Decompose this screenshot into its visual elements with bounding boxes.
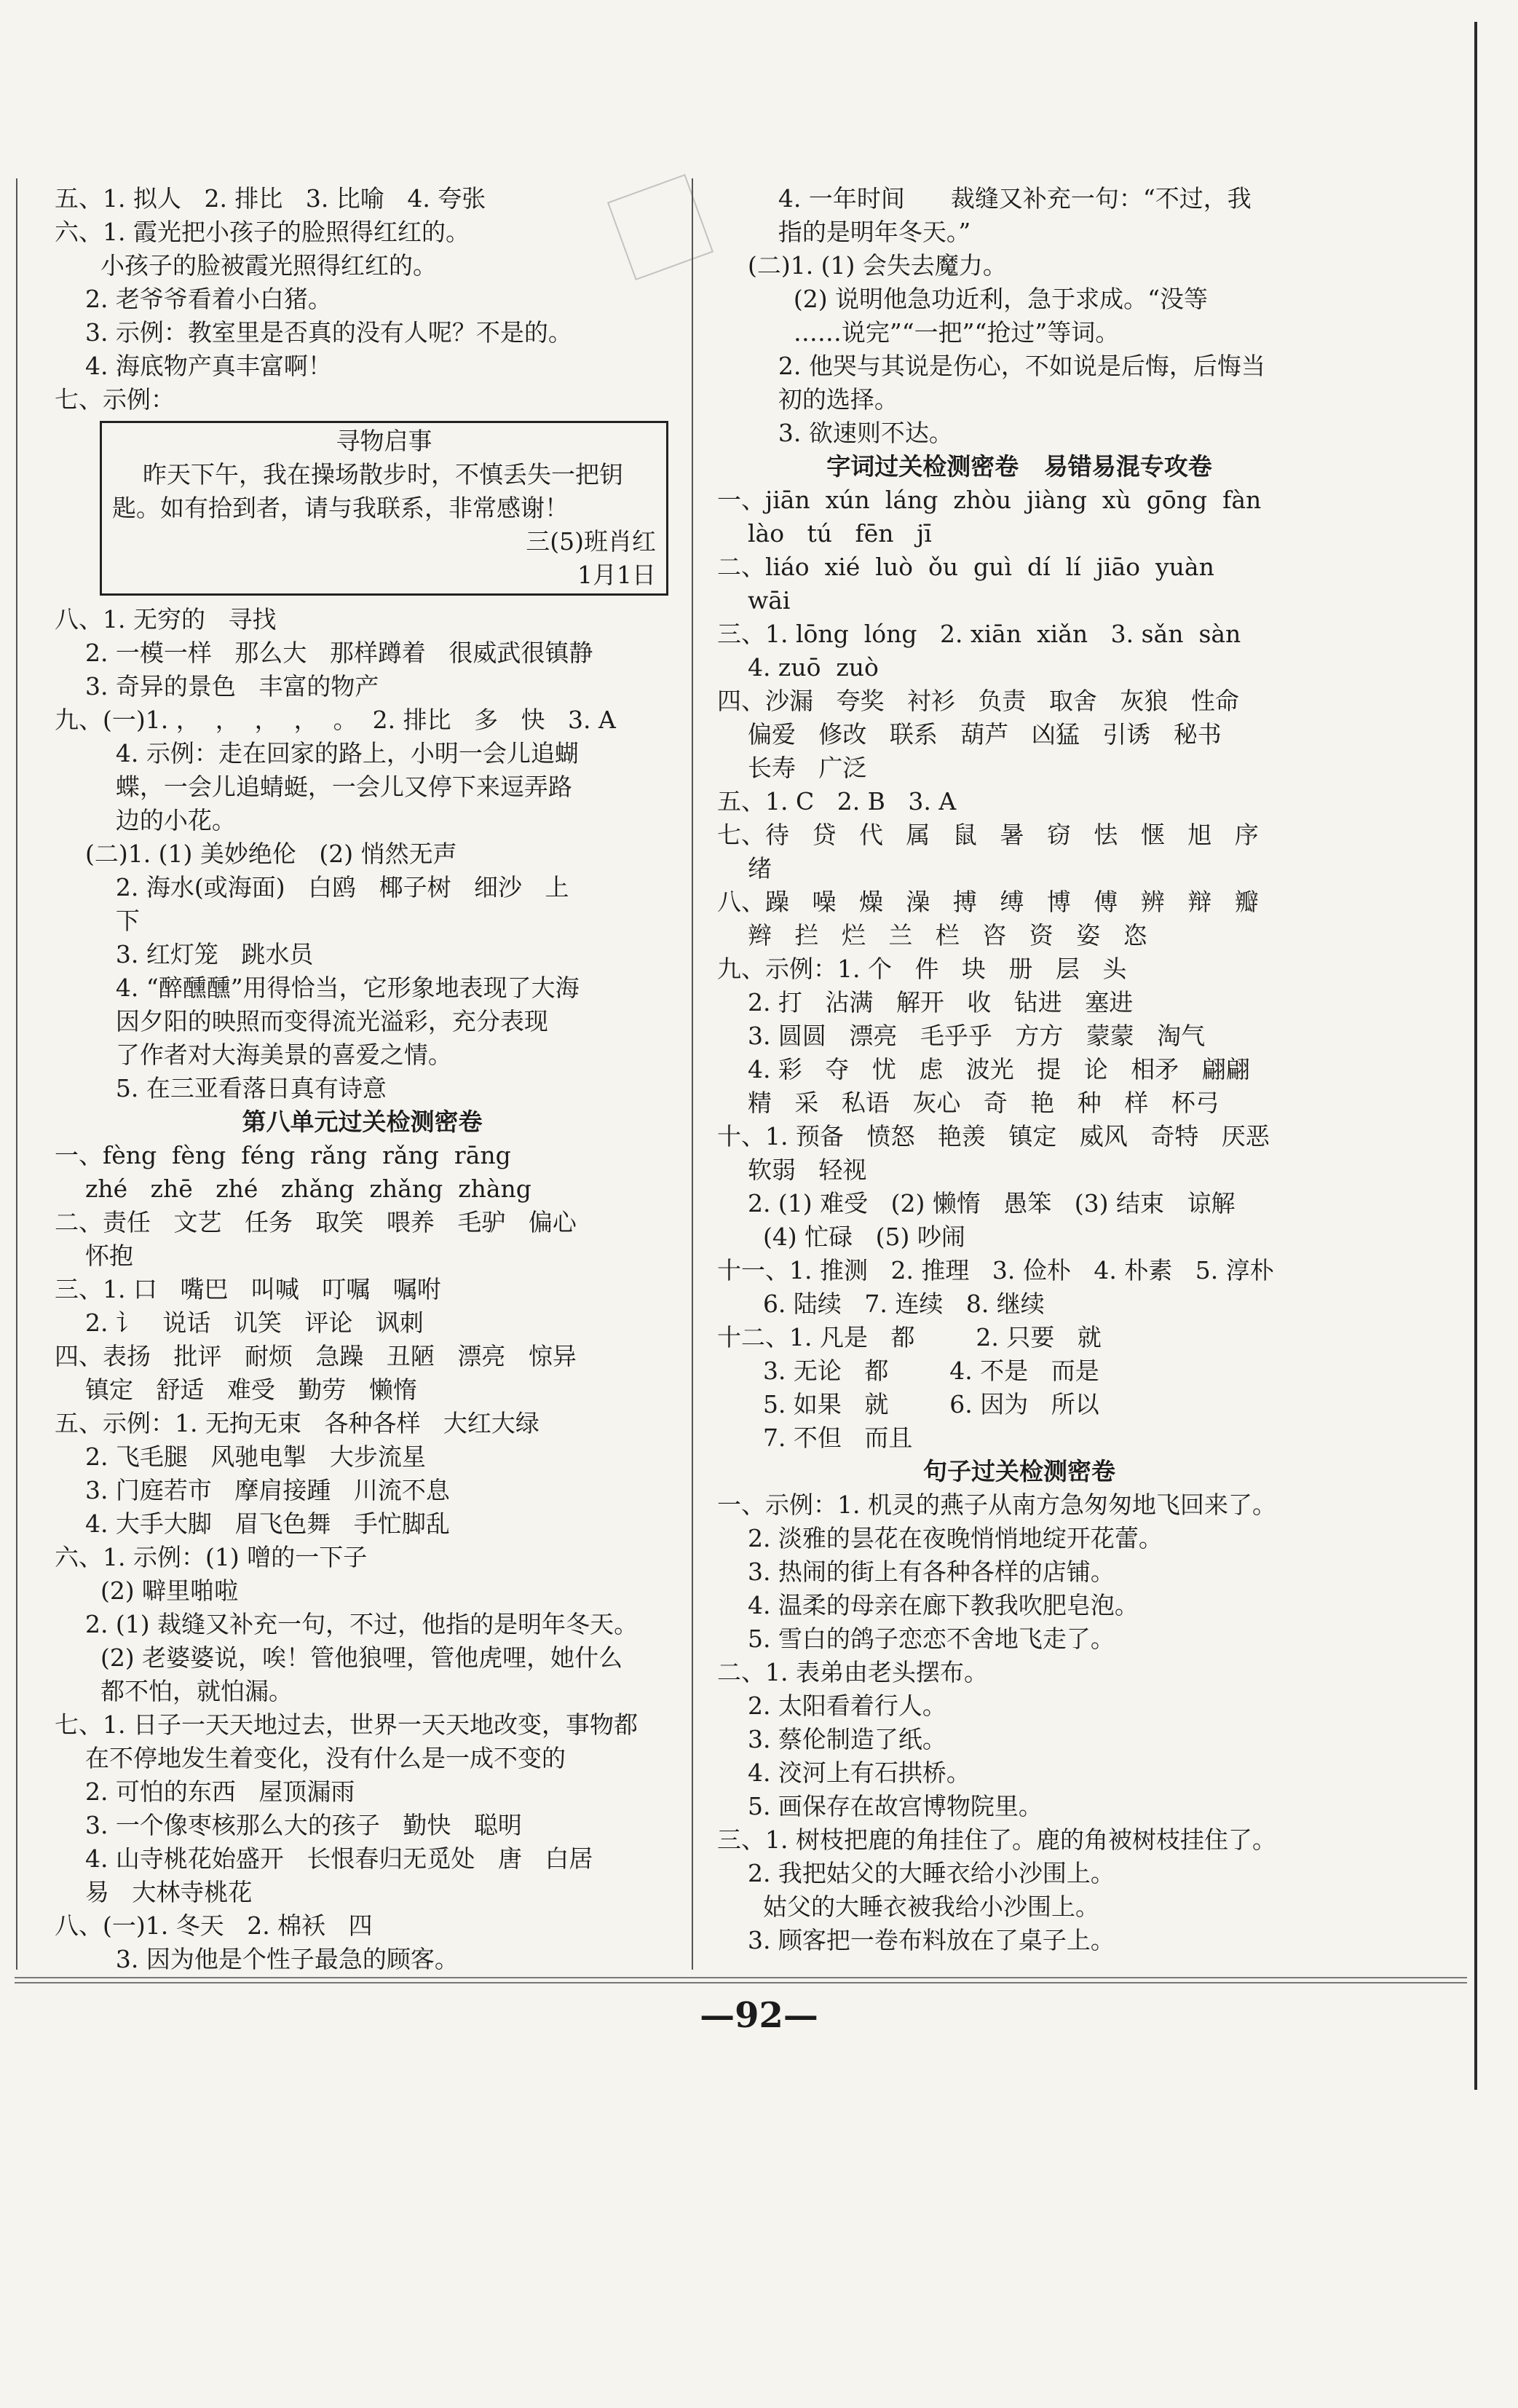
notice-date: 1月1日 — [577, 561, 656, 589]
answer-line: 偏爱 修改 联系 葫芦 凶猛 引诱 秘书 — [717, 720, 1222, 749]
answer-line: 二、1. 表弟由老头摆布。 — [717, 1658, 988, 1686]
answer-line: 2. 我把姑父的大睡衣给小沙围上。 — [717, 1859, 1115, 1887]
answer-line: (2) 说明他急功近利，急于求成。“没等 — [717, 285, 1209, 313]
notice-title: 寻物启事 — [336, 427, 432, 455]
lost-item-notice — [100, 421, 668, 596]
answer-line: 3. 热闹的街上有各种各样的店铺。 — [717, 1558, 1115, 1586]
answer-line: (2) 老婆婆说，唉！管他狼哩，管他虎哩，她什么 — [55, 1643, 623, 1672]
section-heading: 字词过关检测密卷 易错易混专攻卷 — [826, 452, 1212, 481]
answer-line: (二)1. (1) 美妙绝伦 (2) 悄然无声 — [55, 840, 457, 868]
answer-line: 下 — [55, 907, 140, 935]
answer-line: wāi — [717, 586, 791, 615]
answer-line: 九、(一)1. ， ， ， ， 。 2. 排比 多 快 3. A — [55, 706, 616, 734]
answer-line: 易 大林寺桃花 — [55, 1878, 253, 1906]
answer-line: 八、1. 无穷的 寻找 — [55, 605, 277, 633]
answer-line: 五、1. 拟人 2. 排比 3. 比喻 4. 夸张 — [55, 184, 486, 213]
answer-line: 3. 圆圆 漂亮 毛乎乎 方方 蒙蒙 淘气 — [717, 1022, 1206, 1050]
answer-line: 六、1. 霞光把小孩子的脸照得红红的。 — [55, 218, 470, 246]
answer-line: 2. 淡雅的昙花在夜晚悄悄地绽开花蕾。 — [717, 1524, 1163, 1552]
answer-line: 2. (1) 难受 (2) 懒惰 愚笨 (3) 结束 谅解 — [717, 1189, 1236, 1217]
column-divider — [692, 178, 693, 1970]
answer-line: 一、fèng fèng féng rǎng rǎng rāng — [55, 1141, 511, 1169]
answer-line: 2. 可怕的东西 屋顶漏雨 — [55, 1777, 355, 1806]
left-column — [55, 182, 670, 1976]
answer-line: 3. 门庭若市 摩肩接踵 川流不息 — [55, 1476, 450, 1504]
answer-line: 三、1. 口 嘴巴 叫喊 叮嘱 嘱咐 — [55, 1275, 441, 1303]
answer-line: 都不怕，就怕漏。 — [55, 1677, 293, 1705]
answer-line: 4. 大手大脚 眉飞色舞 手忙脚乱 — [55, 1509, 450, 1538]
answer-line: lào tú fēn jī — [717, 519, 932, 548]
page-number: —92— — [700, 1995, 818, 2036]
answer-line: 3. 无论 都 4. 不是 而是 — [717, 1357, 1099, 1385]
answer-line: 边的小花。 — [55, 806, 236, 834]
answer-line: (4) 忙碌 (5) 吵闹 — [717, 1223, 965, 1251]
answer-line: 5. 在三亚看落日真有诗意 — [55, 1074, 387, 1102]
answer-line: (2) 噼里啪啦 — [55, 1576, 239, 1605]
answer-line: 六、1. 示例：(1) 噌的一下子 — [55, 1543, 368, 1571]
answer-line: 十一、1. 推测 2. 推理 3. 俭朴 4. 朴素 5. 淳朴 — [717, 1256, 1274, 1284]
answer-line: 2. 讠 说话 讥笑 评论 讽刺 — [55, 1308, 424, 1337]
answer-line: 怀抱 — [55, 1241, 133, 1270]
answer-line: 2. 海水(或海面) 白鸥 椰子树 细沙 上 — [55, 873, 569, 901]
answer-line: 3. 红灯笼 跳水员 — [55, 940, 314, 968]
answer-line: 三、1. lōng lóng 2. xiān xiǎn 3. sǎn sàn — [717, 620, 1241, 648]
answer-line: 三、1. 树枝把鹿的角挂住了。鹿的角被树枝挂住了。 — [717, 1825, 1276, 1854]
answer-line: 长寿 广泛 — [717, 754, 867, 782]
answer-line: 3. 顾客把一卷布料放在了桌子上。 — [717, 1926, 1115, 1954]
answer-line: 4. 洨河上有石拱桥。 — [717, 1758, 971, 1787]
answer-line: 4. 海底物产真丰富啊！ — [55, 352, 332, 380]
answer-line: 一、示例：1. 机灵的燕子从南方急匆匆地飞回来了。 — [717, 1491, 1276, 1519]
answer-line: 4. 温柔的母亲在廊下教我吹肥皂泡。 — [717, 1591, 1139, 1619]
answer-line: 4. 彩 夺 忧 虑 波光 提 论 相矛 翩翩 — [717, 1055, 1250, 1083]
answer-line: ……说完”“一把”“抢过”等词。 — [717, 318, 1120, 347]
answer-line: 八、(一)1. 冬天 2. 棉袄 四 — [55, 1911, 373, 1940]
section-heading: 第八单元过关检测密卷 — [242, 1108, 483, 1136]
answer-line: 五、1. C 2. B 3. A — [717, 787, 957, 816]
answer-line: 辫 拦 烂 兰 栏 咨 资 姿 恣 — [717, 921, 1147, 950]
answer-line: 5. 雪白的鸽子恋恋不舍地飞走了。 — [717, 1625, 1115, 1653]
answer-line: 4. 一年时间 裁缝又补充一句：“不过，我 — [717, 184, 1252, 213]
answer-line: 2. 一模一样 那么大 那样蹲着 很威武很镇静 — [55, 639, 593, 667]
answer-line: 绪 — [717, 854, 772, 883]
page-edge — [1474, 22, 1477, 2090]
answer-line: (二)1. (1) 会失去魔力。 — [717, 251, 1007, 280]
answer-line: 镇定 舒适 难受 勤劳 懒惰 — [55, 1375, 417, 1404]
answer-line: 3. 因为他是个性子最急的顾客。 — [55, 1945, 459, 1973]
answer-line: 十、1. 预备 愤怒 艳羡 镇定 威风 奇特 厌恶 — [717, 1122, 1270, 1150]
answer-line: 姑父的大睡衣被我给小沙围上。 — [717, 1892, 1099, 1921]
left-margin-rule — [16, 178, 17, 1970]
answer-line: 7. 不但 而且 — [717, 1424, 913, 1452]
answer-line: 2. 飞毛腿 风驰电掣 大步流星 — [55, 1442, 426, 1471]
answer-line: 初的选择。 — [717, 385, 898, 414]
answer-line: 3. 一个像枣核那么大的孩子 勤快 聪明 — [55, 1811, 522, 1839]
notice-body-line: 昨天下午，我在操场散步时，不慎丢失一把钥 — [112, 460, 623, 489]
answer-line: 九、示例：1. 个 件 块 册 层 头 — [717, 955, 1127, 983]
answer-line: zhé zhē zhé zhǎng zhǎng zhàng — [55, 1175, 531, 1203]
answer-line: 指的是明年冬天。” — [717, 218, 971, 246]
notice-body-line: 匙。如有拾到者，请与我联系，非常感谢！ — [112, 494, 569, 522]
answer-line: 了作者对大海美景的喜爱之情。 — [55, 1041, 452, 1069]
answer-line: 4. zuō zuò — [717, 653, 879, 682]
answer-line: 七、示例： — [55, 385, 175, 414]
answer-line: 因夕阳的映照而变得流光溢彩，充分表现 — [55, 1007, 548, 1035]
answer-line: 精 采 私语 灰心 奇 艳 种 样 杯弓 — [717, 1089, 1219, 1117]
answer-line: 5. 画保存在故宫博物院里。 — [717, 1792, 1043, 1820]
answer-line: 6. 陆续 7. 连续 8. 继续 — [717, 1290, 1045, 1318]
answer-line: 七、1. 日子一天天地过去，世界一天天地改变，事物都 — [55, 1710, 638, 1739]
answer-line: 小孩子的脸被霞光照得红红的。 — [55, 251, 437, 280]
answer-line: 四、沙漏 夸奖 衬衫 负责 取舍 灰狼 性命 — [717, 687, 1239, 715]
answer-line: 3. 示例：教室里是否真的没有人呢？不是的。 — [55, 318, 572, 347]
answer-line: 四、表扬 批评 耐烦 急躁 丑陋 漂亮 惊异 — [55, 1342, 577, 1370]
section-heading: 句子过关检测密卷 — [923, 1457, 1115, 1485]
answer-line: 二、liáo xié luò ǒu guì dí lí jiāo yuàn — [717, 553, 1214, 581]
answer-line: 2. 他哭与其说是伤心，不如说是后悔，后悔当 — [717, 352, 1265, 380]
answer-line: 3. 蔡伦制造了纸。 — [717, 1725, 946, 1753]
answer-line: 软弱 轻视 — [717, 1156, 867, 1184]
answer-line: 八、躁 噪 燥 澡 搏 缚 博 傅 辨 辩 瓣 — [717, 888, 1259, 916]
answer-line: 3. 欲速则不达。 — [717, 419, 953, 447]
answer-line: 五、示例：1. 无拘无束 各种各样 大红大绿 — [55, 1409, 539, 1437]
answer-line: 4. “醉醺醺”用得恰当，它形象地表现了大海 — [55, 974, 580, 1002]
answer-line: 二、责任 文艺 任务 取笑 喂养 毛驴 偏心 — [55, 1208, 577, 1236]
answer-line: 七、待 贷 代 属 鼠 暑 窃 怯 惬 旭 序 — [717, 821, 1259, 849]
answer-line: 在不停地发生着变化，没有什么是一成不变的 — [55, 1744, 566, 1772]
answer-line: 4. 山寺桃花始盛开 长恨春归无觅处 唐 白居 — [55, 1844, 593, 1873]
answer-line: 4. 示例：走在回家的路上，小明一会儿追蝴 — [55, 739, 579, 767]
answer-line: 2. 老爷爷看着小白猪。 — [55, 285, 332, 313]
answer-line: 2. (1) 裁缝又补充一句，不过，他指的是明年冬天。 — [55, 1610, 639, 1638]
answer-line: 2. 太阳看着行人。 — [717, 1691, 946, 1720]
notice-signature: 三(5)班肖红 — [526, 527, 656, 556]
answer-line: 一、jiān xún láng zhòu jiàng xù gōng fàn — [717, 486, 1262, 514]
right-column — [717, 182, 1321, 1957]
answer-line: 5. 如果 就 6. 因为 所以 — [717, 1390, 1099, 1418]
answer-line: 2. 打 沾满 解开 收 钻进 塞进 — [717, 988, 1134, 1017]
answer-line: 蝶，一会儿追蜻蜓，一会儿又停下来逗弄路 — [55, 773, 572, 801]
answer-line: 十二、1. 凡是 都 2. 只要 就 — [717, 1323, 1102, 1351]
answer-line: 3. 奇异的景色 丰富的物产 — [55, 672, 379, 700]
footer-rule-bottom — [15, 1982, 1467, 1983]
footer-rule-top — [15, 1977, 1467, 1978]
